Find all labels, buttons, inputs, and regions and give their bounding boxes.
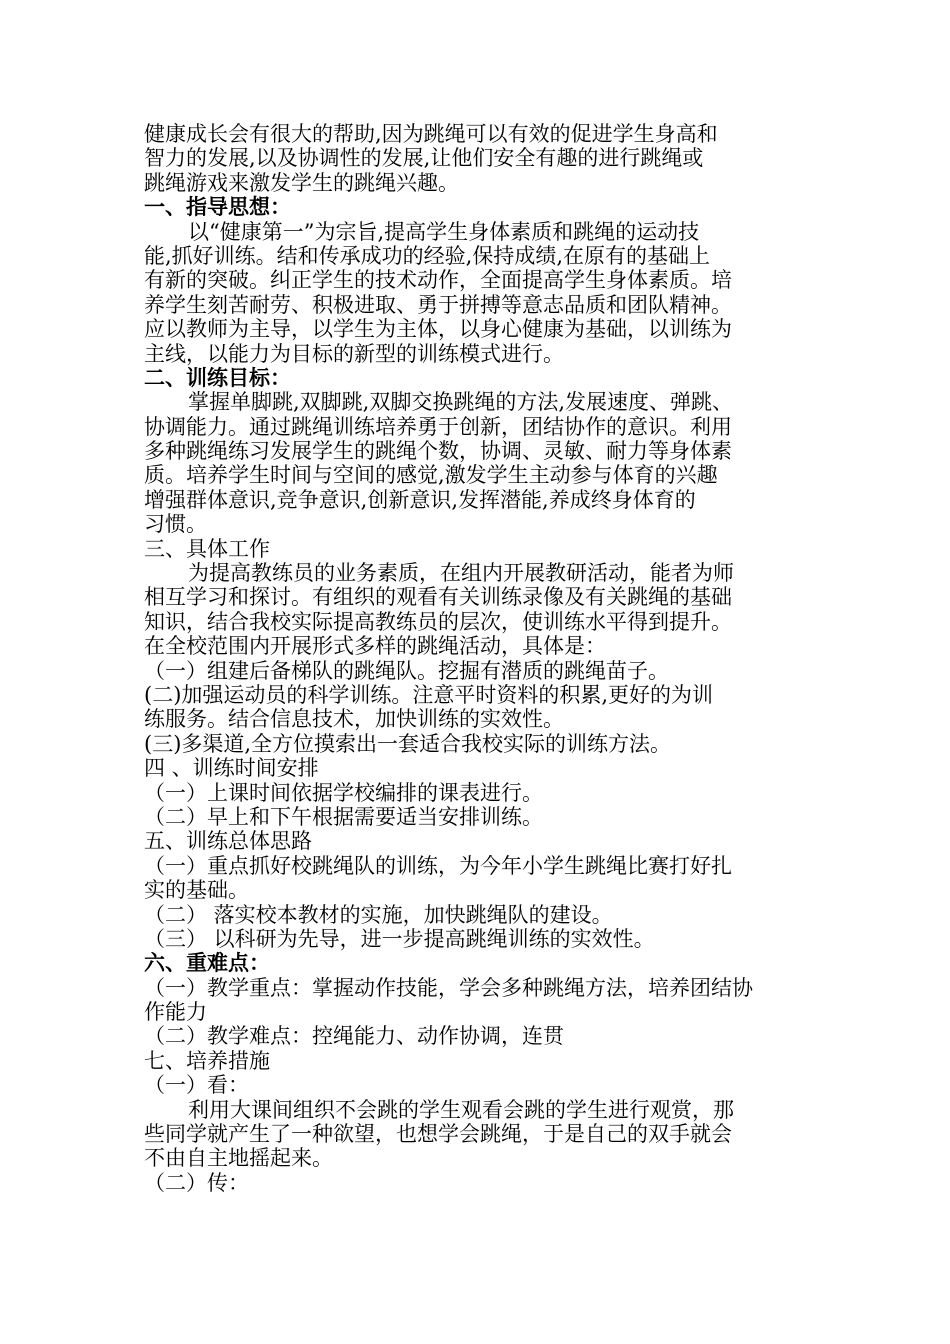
paragraph-line: 利用大课间组织不会跳的学生观看会跳的学生进行观赏，那 [188,1097,734,1122]
paragraph-line: 不由自主地摇起来。 [144,1146,333,1171]
paragraph-line: 能,抓好训练。结和传承成功的经验,保持成绩,在原有的基础上 [144,243,711,268]
paragraph-line: 协调能力。通过跳绳训练培养勇于创新，团结协作的意识。利用 [144,414,732,439]
paragraph-line: 养学生刻苦耐劳、积极进取、勇于拼搏等意志品质和团队精神。 [144,292,732,317]
section-heading-measures: 七、培养措施 [144,1048,270,1073]
list-item: （二） 落实校本教材的实施，加快跳绳队的建设。 [144,902,613,927]
paragraph-line: 习惯。 [144,512,207,537]
list-item: （一）重点抓好校跳绳队的训练，为今年小学生跳绳比赛打好扎 [144,853,732,878]
paragraph-line: 在全校范围内开展形式多样的跳绳活动，具体是： [144,634,606,659]
section-heading-specific-work: 三、具体工作 [144,536,270,561]
section-heading-key-points: 六、重难点： [144,951,270,976]
document-page [144,122,816,1195]
paragraph-line: 有新的突破。纠正学生的技术动作，全面提高学生身体素质。培 [144,268,732,293]
paragraph-line: 知识，结合我校实际提高教练员的层次，使训练水平得到提升。 [144,609,732,634]
paragraph-line: 跳绳游戏来激发学生的跳绳兴趣。 [144,170,459,195]
paragraph-line: 掌握单脚跳,双脚跳,双脚交换跳绳的方法,发展速度、弹跳、 [188,390,734,415]
paragraph-line: 练服务。结合信息技术，加快训练的实效性。 [144,707,564,732]
paragraph-line: 健康成长会有很大的帮助,因为跳绳可以有效的促进学生身高和 [144,122,718,146]
paragraph-line: 以“健康第一”为宗旨,提高学生身体素质和跳绳的运动技 [188,219,700,244]
paragraph-line: 些同学就产生了一种欲望，也想学会跳绳，于是自己的双手就会 [144,1122,732,1147]
list-item: （一）看： [144,1073,249,1098]
list-item: （三） 以科研为先导，进一步提高跳绳训练的实效性。 [144,926,655,951]
list-item: (二)加强运动员的科学训练。注意平时资料的积累,更好的为训 [144,682,714,707]
paragraph-line: 实的基础。 [144,878,249,903]
paragraph-line: 增强群体意识,竞争意识,创新意识,发挥潜能,养成终身体育的 [144,487,696,512]
list-item: （二）早上和下午根据需要适当安排训练。 [144,804,543,829]
section-heading-overall-approach: 五、训练总体思路 [144,829,312,854]
paragraph-line: 智力的发展,以及协调性的发展,让他们安全有趣的进行跳绳或 [144,146,704,171]
paragraph-line: 作能力 [144,1000,207,1025]
list-item: （一）组建后备梯队的跳绳队。挖掘有潜质的跳绳苗子。 [144,658,669,683]
section-heading-training-goals: 二、训练目标： [144,365,291,390]
paragraph-line: 相互学习和探讨。有组织的观看有关训练录像及有关跳绳的基础 [144,585,732,610]
list-item: （二）教学难点：控绳能力、动作协调，连贯 [144,1024,564,1049]
paragraph-line: 质。培养学生时间与空间的感觉,激发学生主动参与体育的兴趣 [144,463,718,488]
paragraph-line: 主线，以能力为目标的新型的训练模式进行。 [144,341,564,366]
section-heading-guiding-thought: 一、指导思想： [144,195,291,220]
list-item: (三)多渠道,全方位摸索出一套适合我校实际的训练方法。 [144,731,672,756]
list-item: （一）上课时间依据学校编排的课表进行。 [144,780,543,805]
list-item: （二）传： [144,1170,249,1195]
section-heading-schedule: 四 、训练时间安排 [144,756,319,781]
paragraph-line: 多种跳绳练习发展学生的跳绳个数，协调、灵敏、耐力等身体素 [144,439,732,464]
paragraph-line: 应以教师为主导，以学生为主体，以身心健康为基础，以训练为 [144,317,732,342]
list-item: （一）教学重点：掌握动作技能，学会多种跳绳方法，培养团结协 [144,975,753,1000]
paragraph-line: 为提高教练员的业务素质，在组内开展教研活动，能者为师 [188,561,734,586]
